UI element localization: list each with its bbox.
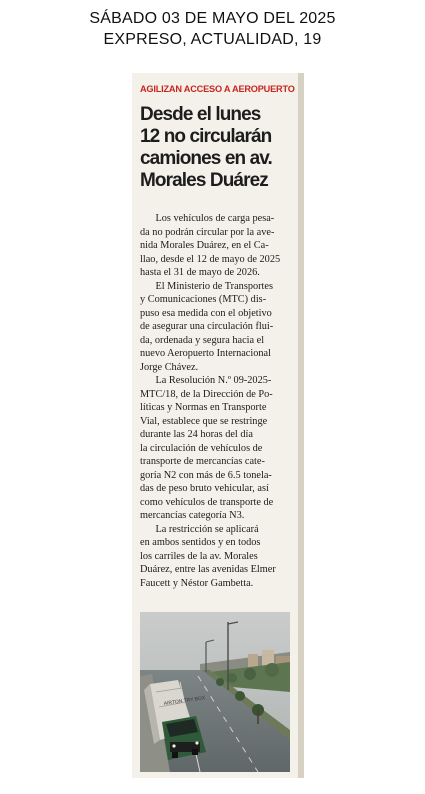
body-line: los carriles de la av. Morales [140, 550, 258, 562]
article-paragraph-4 [140, 523, 292, 591]
article-paragraph-2 [140, 280, 292, 375]
body-line: en ambos sentidos y en todos [140, 537, 261, 548]
truck-on-avenue-illustration [140, 612, 290, 772]
body-line: Los vehículos de carga pesa- [140, 213, 275, 224]
article-headline [140, 104, 298, 192]
body-line: da no podrán circular por la ave- [140, 226, 275, 238]
article-kicker: AGILIZAN ACCESO A AEROPUERTO [140, 84, 295, 94]
body-line: llao, desde el 12 de mayo de 2025 [140, 253, 281, 265]
body-line: durante las 24 horas del día [140, 429, 253, 440]
body-line: Vial, establece que se restringe [140, 415, 268, 427]
article-body [140, 212, 292, 590]
body-line: das de peso bruto vehicular, así [140, 483, 269, 494]
header-date-line: SÁBADO 03 DE MAYO DEL 2025 [89, 10, 336, 27]
headline-line: Desde el lunes [140, 104, 261, 125]
body-line: de asegurar una circulación flui- [140, 321, 274, 332]
body-line: nida Morales Duárez, en el Ca- [140, 240, 269, 251]
body-line: la circulación de vehículos de [140, 442, 263, 454]
headline-line: Morales Duárez [140, 170, 268, 191]
body-line: transporte de mercancías cate- [140, 456, 265, 467]
body-line: y Comunicaciones (MTC) dis- [140, 294, 267, 305]
article-paragraph-1 [140, 212, 292, 280]
body-line: da, ordenada y segura hacia el [140, 334, 265, 346]
body-line: goría N2 con más de 6.5 tonela- [140, 469, 272, 481]
body-line: La Resolución N.º 09-2025- [140, 375, 272, 386]
body-line: mercancías categoría N3. [140, 510, 245, 521]
body-line: como vehículos de transporte de [140, 496, 274, 508]
body-line: El Ministerio de Transportes [140, 280, 273, 292]
body-line: nuevo Aeropuerto Internacional [140, 348, 271, 359]
article-paragraph-3 [140, 374, 292, 523]
body-line: puso esa medida con el objetivo [140, 307, 272, 319]
article-photo [140, 612, 290, 772]
headline-line: 12 no circularán [140, 126, 272, 147]
body-line: Jorge Chávez. [140, 361, 199, 373]
body-line: líticas y Normas en Transporte [140, 402, 267, 413]
header-publication-line: EXPRESO, ACTUALIDAD, 19 [103, 31, 322, 48]
body-line: Duárez, entre las avenidas Elmer [140, 564, 276, 575]
truck-trailer-text: AIRTON TRY BOX [163, 695, 206, 707]
body-line: La restricción se aplicará [140, 523, 259, 535]
page-header [0, 8, 425, 50]
headline-line: camiones en av. [140, 148, 272, 169]
body-line: Faucett y Néstor Gambetta. [140, 577, 254, 589]
body-line: MTC/18, de la Dirección de Po- [140, 388, 273, 400]
body-line: hasta el 31 de mayo de 2026. [140, 267, 260, 278]
